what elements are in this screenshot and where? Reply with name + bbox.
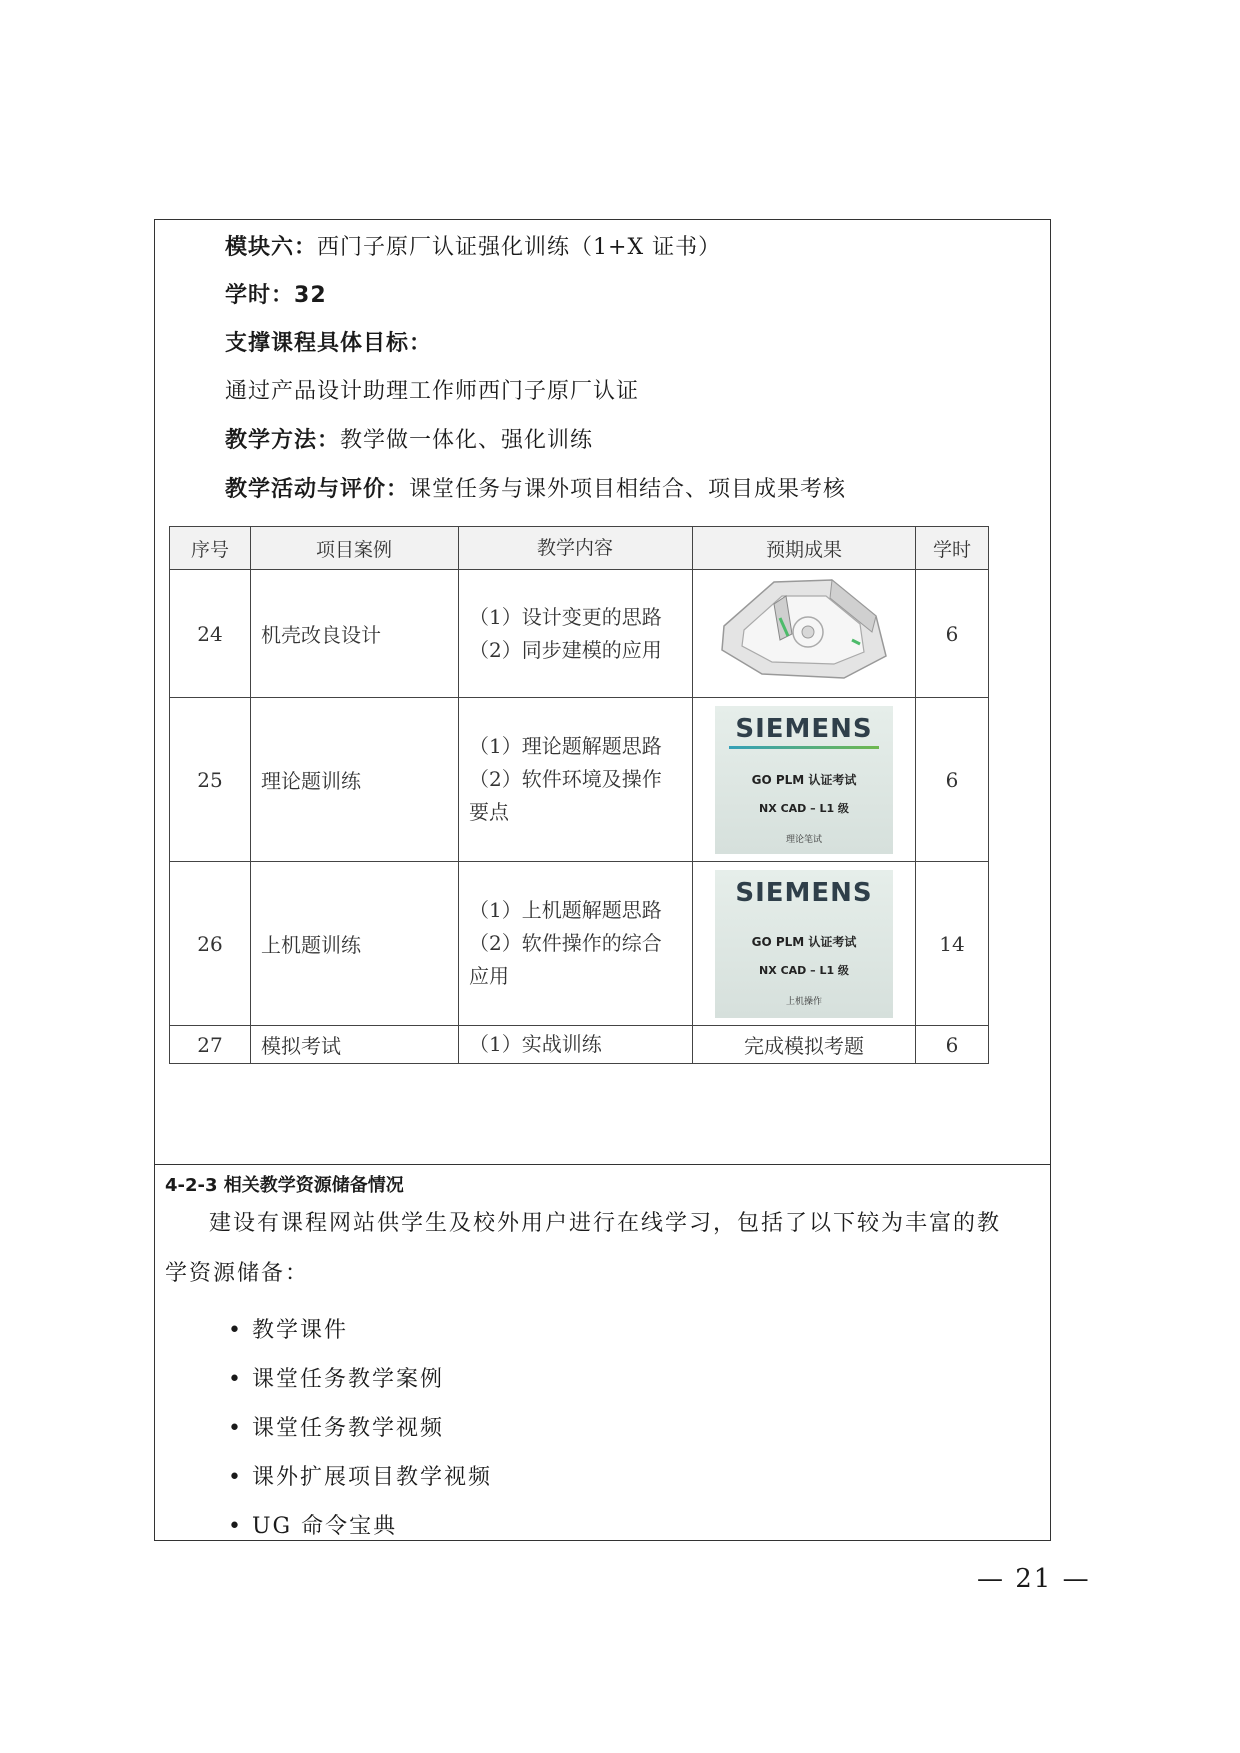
header-project: 项目案例 (251, 527, 459, 570)
objective-text: 通过产品设计助理工作师西门子原厂认证 (225, 379, 640, 404)
row-content (459, 698, 693, 862)
content-line: （2）软件操作的综合 (469, 931, 662, 955)
row-project: 上机题训练 (251, 862, 459, 1026)
list-item: • 教学课件 (228, 1318, 348, 1343)
page-number: — 21 — (977, 1564, 1091, 1594)
module-title-text: 西门子原厂认证强化训练（1+X 证书） (317, 235, 722, 260)
header-content: 教学内容 (459, 527, 693, 570)
module-title (225, 230, 721, 261)
row-result-image (693, 698, 916, 862)
row-project: 机壳改良设计 (251, 570, 459, 698)
objective-label: 支撑课程具体目标： (225, 331, 433, 356)
content-line: 应用 (469, 964, 509, 988)
content-line: （1）上机题解题思路 (469, 898, 662, 922)
table-row (170, 570, 989, 698)
table-header-row (170, 527, 989, 570)
table-row (170, 862, 989, 1026)
project-table (169, 526, 989, 1064)
list-item: • UG 命令宝典 (228, 1514, 398, 1539)
card-line1: GO PLM 认证考试 (751, 934, 857, 949)
content-line: 要点 (469, 800, 509, 824)
list-item: • 课堂任务教学案例 (228, 1367, 444, 1392)
content-line: （2）同步建模的应用 (469, 637, 662, 662)
row-content (459, 1026, 693, 1064)
row-result-image (693, 570, 916, 698)
list-item: • 课外扩展项目教学视频 (228, 1465, 492, 1490)
module-hours (225, 278, 327, 309)
row-num: 24 (170, 570, 251, 698)
activity-text: 课堂任务与课外项目相结合、项目成果考核 (409, 477, 847, 502)
row-num: 25 (170, 698, 251, 862)
row-result-text: 完成模拟考题 (693, 1026, 916, 1064)
card-line1: GO PLM 认证考试 (751, 772, 857, 787)
siemens-logo: SIEMENS (735, 713, 873, 744)
card-line2: NX CAD – L1 级 (759, 801, 849, 815)
card-line3: 上机操作 (785, 996, 822, 1007)
content-line: （1）理论题解题思路 (469, 734, 662, 758)
hours-label: 学时： (225, 283, 295, 308)
module-section (155, 220, 1050, 1165)
table-row (170, 698, 989, 862)
row-content (459, 862, 693, 1026)
module-title-label: 模块六： (225, 235, 318, 260)
card-line2: NX CAD – L1 级 (759, 963, 849, 977)
activity-label: 教学活动与评价： (225, 477, 410, 502)
siemens-theory-card (715, 706, 893, 854)
row-num: 26 (170, 862, 251, 1026)
content-line: （1）实战训练 (469, 1032, 602, 1056)
row-hours: 6 (916, 698, 989, 862)
header-result: 预期成果 (693, 527, 916, 570)
row-hours: 14 (916, 862, 989, 1026)
method-label: 教学方法： (225, 428, 341, 453)
card-line3: 理论笔试 (785, 834, 822, 845)
casing-model-image (714, 574, 894, 688)
method-text: 教学做一体化、强化训练 (340, 428, 594, 453)
row-hours: 6 (916, 1026, 989, 1064)
row-result-image (693, 862, 916, 1026)
content-line: （1）设计变更的思路 (469, 604, 662, 629)
objective-heading (225, 326, 432, 357)
row-project: 模拟考试 (251, 1026, 459, 1064)
list-item: • 课堂任务教学视频 (228, 1416, 444, 1441)
activity-line (225, 472, 846, 503)
resources-para-line1: 建设有课程网站供学生及校外用户进行在线学习，包括了以下较为丰富的教 (209, 1211, 1002, 1236)
content-frame (154, 219, 1051, 1541)
resources-para-line2: 学资源储备： (165, 1261, 310, 1286)
resources-section (155, 1165, 1050, 1540)
resources-title: 4-2-3 相关教学资源储备情况 (165, 1175, 404, 1196)
table-row (170, 1026, 989, 1064)
method-line (225, 423, 593, 454)
siemens-practice-card (715, 870, 893, 1018)
content-line: （2）软件环境及操作 (469, 767, 662, 791)
hours-value: 32 (294, 283, 327, 308)
header-num: 序号 (170, 527, 251, 570)
row-content (459, 570, 693, 698)
row-num: 27 (170, 1026, 251, 1064)
logo-underline (729, 746, 879, 749)
row-project: 理论题训练 (251, 698, 459, 862)
row-hours: 6 (916, 570, 989, 698)
siemens-logo: SIEMENS (735, 877, 873, 908)
header-hours: 学时 (916, 527, 989, 570)
